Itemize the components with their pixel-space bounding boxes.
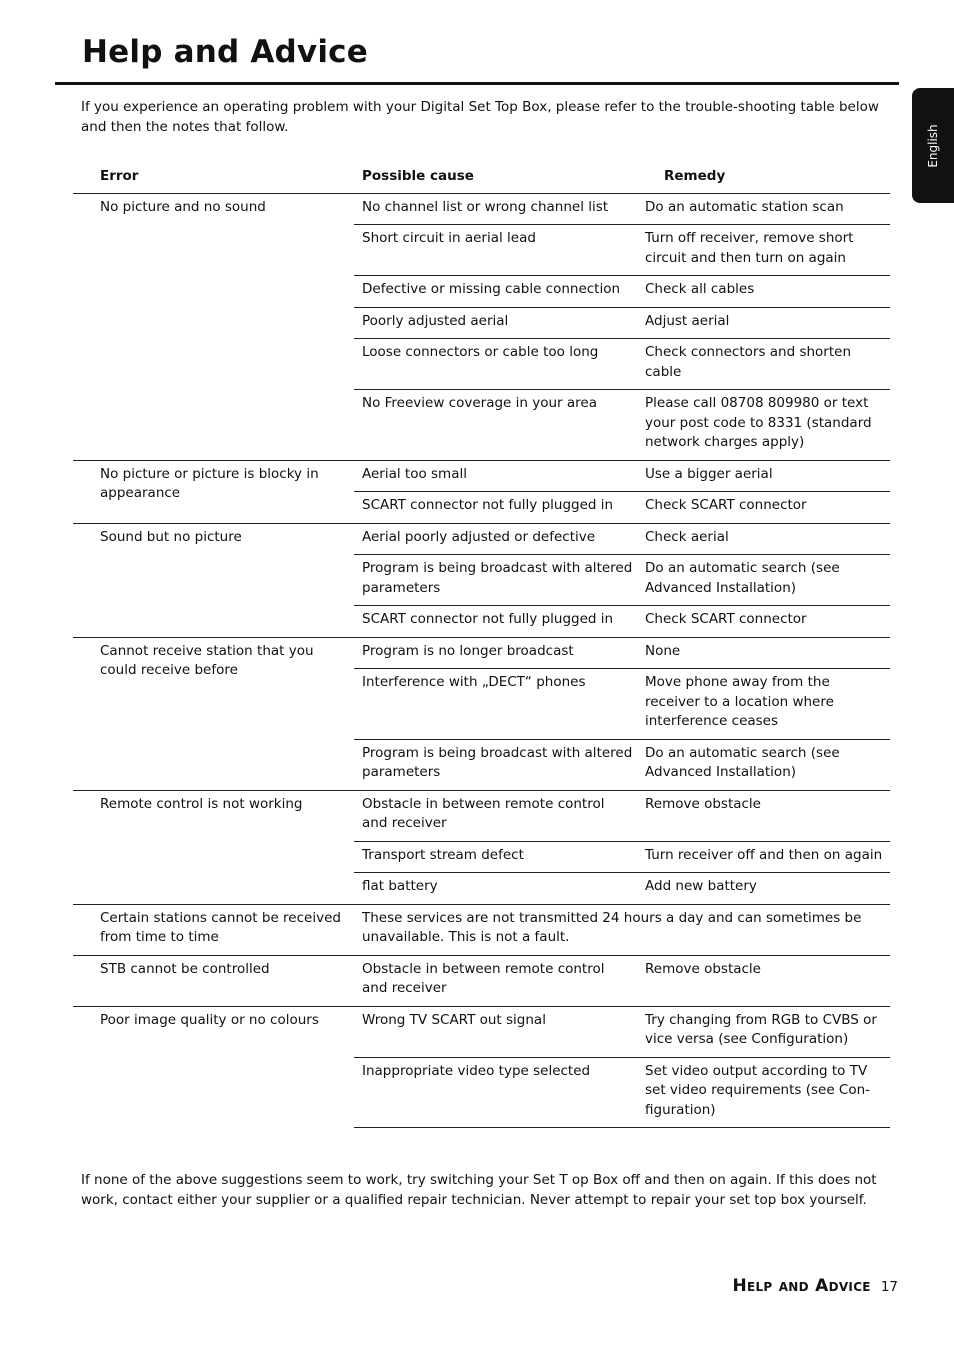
intro-paragraph: If you experience an operating problem with your Digital Set Top Box, please refer to the trouble-shooting table below and then the notes that follow.: [81, 99, 879, 135]
remedy-cell: Add new battery: [637, 873, 890, 905]
troubleshooting-table: [73, 163, 890, 1128]
language-tab: [912, 88, 954, 203]
table-row: [73, 904, 890, 955]
remedy-cell: Try changing from RGB to CVBS or vice versa (see Configuration): [637, 1006, 890, 1057]
cause-cell: Inappropriate video type selected: [354, 1057, 637, 1128]
header-possible-cause: Possible cause: [354, 163, 637, 193]
remedy-cell: Check connectors and shorten cable: [637, 339, 890, 390]
table-row: [73, 523, 890, 555]
table-row: [73, 460, 890, 492]
remedy-cell: Adjust aerial: [637, 307, 890, 339]
remedy-cell: Turn off receiver, remove short circuit and then turn on again: [637, 225, 890, 276]
error-cell: Sound but no picture: [73, 523, 354, 637]
error-cell: Poor image quality or no colours: [73, 1006, 354, 1128]
error-cell: No picture or picture is blocky in appearance: [73, 460, 354, 523]
remedy-cell: Remove obstacle: [637, 955, 890, 1006]
error-cell: STB cannot be controlled: [73, 955, 354, 1006]
cause-cell: SCART connector not fully plugged in: [354, 492, 637, 524]
page-footer: [732, 1276, 898, 1296]
header-remedy: Remedy: [637, 163, 890, 193]
closing-paragraph: If none of the above suggestions seem to work, try switching your Set T op Box off and then on again. If this does not work, contact either your supplier or a qualified repair technician. Never attempt to repair your set top box yourself.: [81, 1172, 877, 1208]
remedy-cell: Check aerial: [637, 523, 890, 555]
table-row: [73, 637, 890, 669]
cause-cell: Poorly adjusted aerial: [354, 307, 637, 339]
cause-cell: Short circuit in aerial lead: [354, 225, 637, 276]
remedy-cell: Check SCART connector: [637, 492, 890, 524]
cause-cell: SCART connector not fully plugged in: [354, 606, 637, 638]
cause-cell: Program is being broadcast with altered parameters: [354, 739, 637, 790]
table-row: [73, 1006, 890, 1057]
cause-cell: Loose connectors or cable too long: [354, 339, 637, 390]
error-cell: Cannot receive station that you could receive before: [73, 637, 354, 790]
header-error: Error: [73, 163, 354, 193]
cause-cell: Transport stream defect: [354, 841, 637, 873]
cause-cell: Wrong TV SCART out signal: [354, 1006, 637, 1057]
remedy-cell: Please call 08708 809980 or text your post code to 8331 (standard network charges apply): [637, 390, 890, 461]
cause-cell: Program is no longer broadcast: [354, 637, 637, 669]
remedy-cell: Set video output according to TV set video requirements (see Con-figuration): [637, 1057, 890, 1128]
page-number: 17: [880, 1279, 898, 1295]
remedy-cell: Remove obstacle: [637, 790, 890, 841]
remedy-cell: Check all cables: [637, 276, 890, 308]
table-body: [73, 193, 890, 1128]
title-rule: [55, 82, 899, 85]
page-title: Help and Advice: [82, 34, 368, 70]
error-cell: No picture and no sound: [73, 193, 354, 460]
merged-note-cell: These services are not transmitted 24 hours a day and can sometimes be unavailable. This is not a fault.: [354, 904, 890, 955]
table-row: [73, 790, 890, 841]
cause-cell: Aerial too small: [354, 460, 637, 492]
cause-cell: Obstacle in between remote control and receiver: [354, 955, 637, 1006]
remedy-cell: Turn receiver off and then on again: [637, 841, 890, 873]
cause-cell: No Freeview coverage in your area: [354, 390, 637, 461]
remedy-cell: Check SCART connector: [637, 606, 890, 638]
cause-cell: Obstacle in between remote control and receiver: [354, 790, 637, 841]
table-header-row: [73, 163, 890, 193]
remedy-cell: Move phone away from the receiver to a location where interference ceases: [637, 669, 890, 740]
cause-cell: Program is being broadcast with altered parameters: [354, 555, 637, 606]
cause-cell: Defective or missing cable connection: [354, 276, 637, 308]
remedy-cell: Use a bigger aerial: [637, 460, 890, 492]
table-row: [73, 193, 890, 225]
remedy-cell: None: [637, 637, 890, 669]
cause-cell: Interference with „DECT“ phones: [354, 669, 637, 740]
error-cell: Remote control is not working: [73, 790, 354, 904]
remedy-cell: Do an automatic search (see Advanced Installation): [637, 739, 890, 790]
error-cell: Certain stations cannot be received from time to time: [73, 904, 354, 955]
table-row: [73, 955, 890, 1006]
cause-cell: Aerial poorly adjusted or defective: [354, 523, 637, 555]
footer-title: Help and Advice: [732, 1276, 871, 1296]
cause-cell: flat battery: [354, 873, 637, 905]
remedy-cell: Do an automatic station scan: [637, 193, 890, 225]
remedy-cell: Do an automatic search (see Advanced Installation): [637, 555, 890, 606]
cause-cell: No channel list or wrong channel list: [354, 193, 637, 225]
language-tab-label: English: [926, 123, 940, 168]
